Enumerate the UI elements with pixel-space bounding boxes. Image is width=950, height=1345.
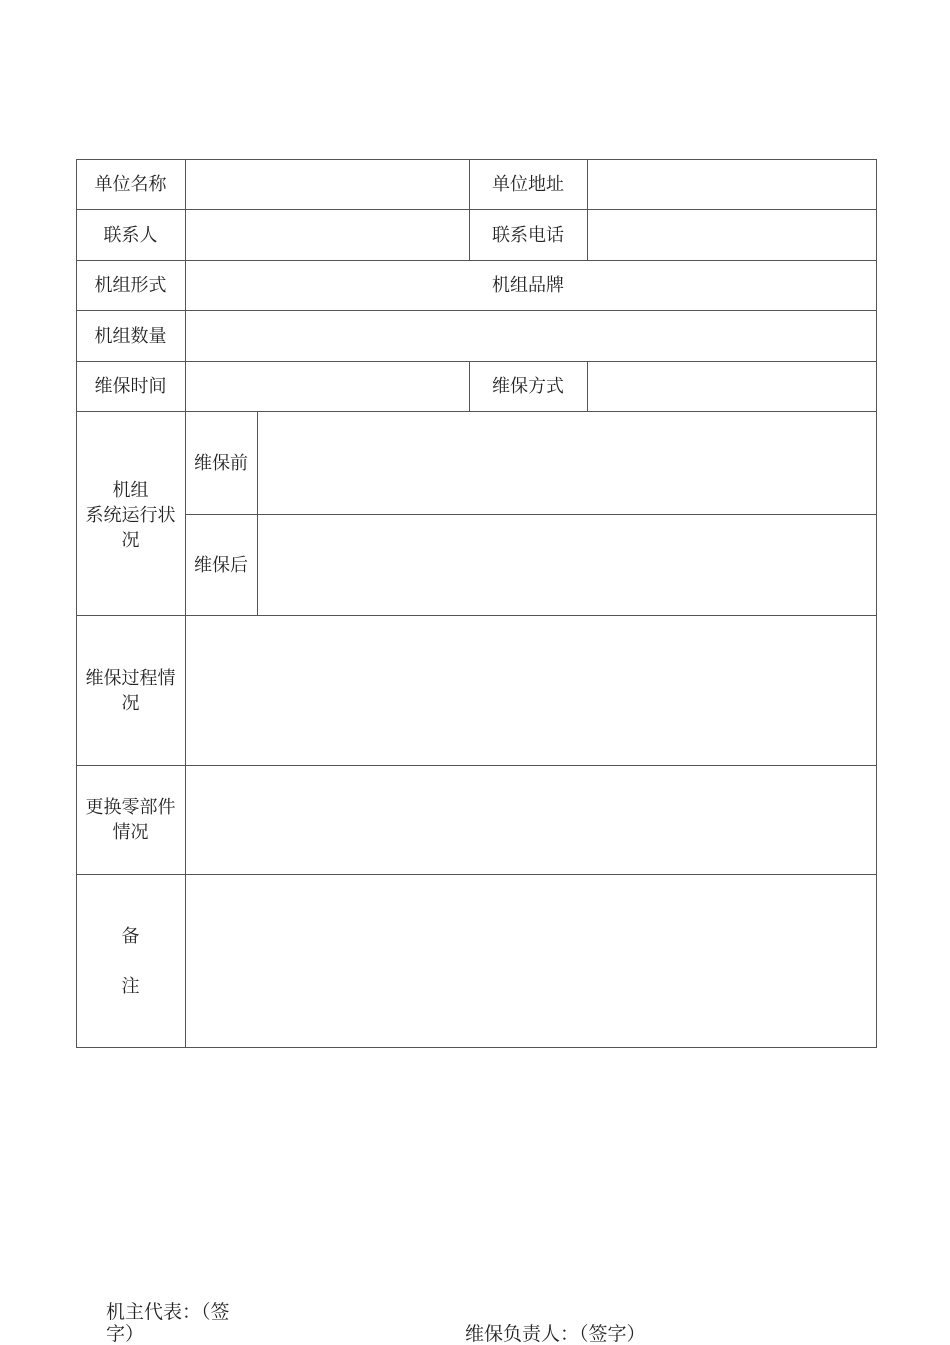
after-maintenance-label [185,515,257,615]
maintenance-method-field[interactable] [588,362,876,411]
unit-quantity-field[interactable] [186,311,876,361]
contact-person-label [76,210,185,260]
unit-brand-label [469,261,587,310]
unit-type-field[interactable] [186,261,469,310]
process-line2: 况 [121,692,140,714]
unit-name-field[interactable] [186,160,469,209]
process-label [76,616,185,765]
parts-line2: 情况 [112,822,149,843]
unit-name-text: 单位名称 [94,174,167,195]
system-status-line1: 机组 [112,480,149,501]
unit-address-text: 单位地址 [492,174,564,195]
after-maintenance-text: 维保后 [194,554,248,576]
contact-phone-field[interactable] [588,210,876,260]
unit-name-label [76,160,185,209]
parts-field[interactable] [186,766,876,874]
parts-line1: 更换零部件 [85,797,176,818]
maintenance-time-label [76,362,185,411]
system-status-line3: 况 [121,530,140,551]
unit-address-field[interactable] [588,160,876,209]
owner-signature-line2: 字） [106,1323,145,1345]
unit-type-label [76,261,185,310]
contact-person-text: 联系人 [103,224,158,246]
after-maintenance-field[interactable] [258,515,876,615]
remarks-label [76,875,185,1047]
maintenance-method-text: 维保方式 [492,376,564,397]
contact-phone-label [469,210,587,260]
maintenance-time-field[interactable] [186,362,469,411]
unit-address-label [469,160,587,209]
unit-brand-text: 机组品牌 [492,275,564,296]
table-border-bottom [76,1047,877,1048]
remarks-line2: 注 [121,975,140,997]
table-border-right [876,159,877,1048]
maintainer-signature-text: 维保负责人：（签字） [465,1323,646,1345]
parts-label [76,766,185,874]
unit-brand-field[interactable] [588,261,876,310]
system-status-label [76,478,185,554]
remarks-field[interactable] [186,875,876,1047]
unit-type-text: 机组形式 [94,275,167,296]
process-line1: 维保过程情 [85,667,176,689]
maintainer-signature-label [465,1323,646,1345]
remarks-line1: 备 [121,925,140,947]
system-status-line2: 系统运行状 [85,505,176,526]
contact-person-field[interactable] [186,210,469,260]
contact-phone-text: 联系电话 [492,224,564,246]
before-maintenance-field[interactable] [258,412,876,514]
owner-signature-line1: 机主代表：（签 [106,1301,230,1323]
process-field[interactable] [186,616,876,765]
maintenance-time-text: 维保时间 [94,376,167,397]
owner-signature-label [106,1301,230,1345]
unit-quantity-text: 机组数量 [94,325,167,347]
unit-quantity-label [76,311,185,361]
before-maintenance-text: 维保前 [194,452,248,474]
before-maintenance-label [185,412,257,514]
maintenance-method-label [469,362,587,411]
